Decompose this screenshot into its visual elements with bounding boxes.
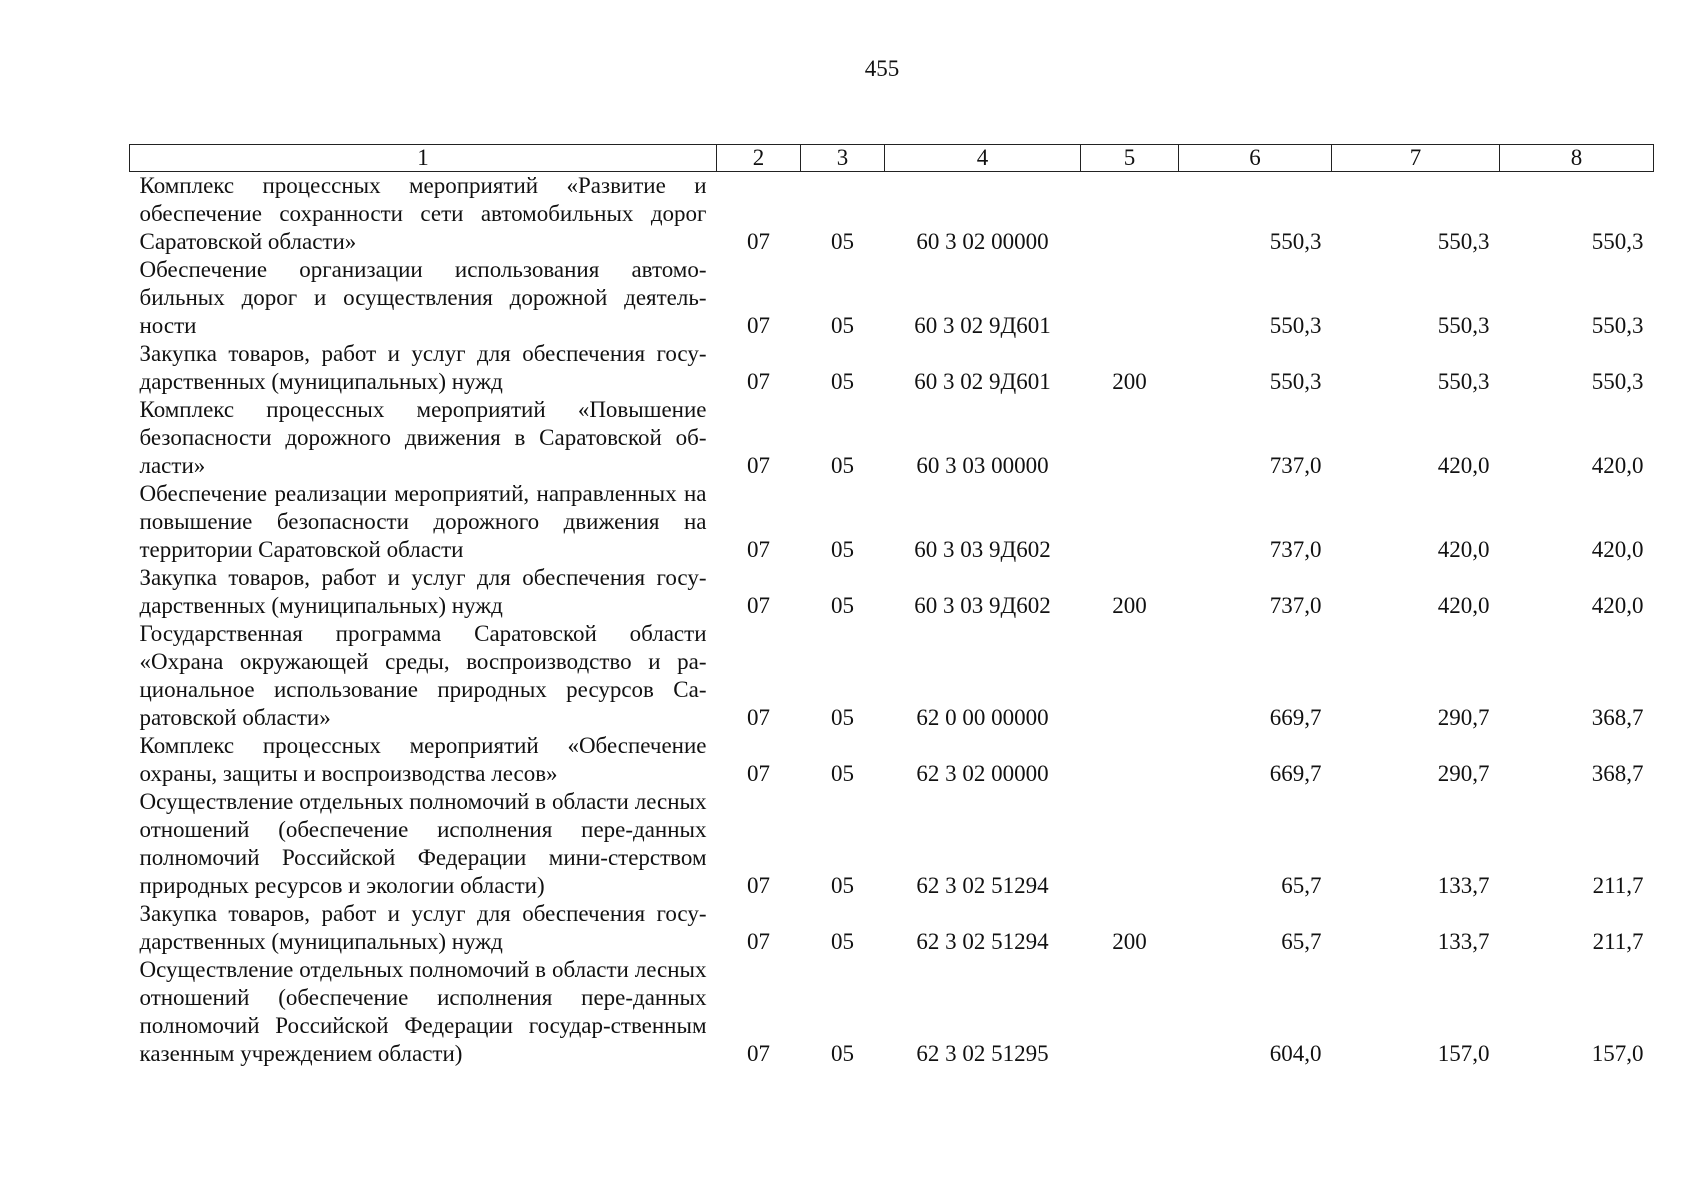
target-article-code: 62 3 02 51294 bbox=[916, 873, 1049, 898]
target-article-code: 62 0 00 00000 bbox=[916, 705, 1049, 730]
column-header-2: 2 bbox=[717, 145, 801, 172]
subsection-code: 05 bbox=[831, 593, 854, 618]
expense-type-code bbox=[1081, 480, 1179, 564]
section-code: 07 bbox=[747, 453, 770, 478]
table-row bbox=[130, 620, 1654, 732]
table-row bbox=[130, 396, 1654, 480]
amount-col-7: 133,7 bbox=[1437, 929, 1490, 954]
column-header-5: 5 bbox=[1081, 145, 1179, 172]
amount-col-6: 737,0 bbox=[1269, 593, 1322, 618]
table-row bbox=[130, 564, 1654, 620]
subsection-code: 05 bbox=[831, 929, 854, 954]
amount-col-8: 550,3 bbox=[1591, 369, 1644, 394]
amount-col-6: 65,7 bbox=[1281, 929, 1322, 954]
column-header-6: 6 bbox=[1179, 145, 1332, 172]
row-name: Комплекс процессных мероприятий «Повышение безопасности дорожного движения в Саратовской об-ласти» bbox=[139, 397, 707, 478]
row-name: Закупка товаров, работ и услуг для обеспечения госу-дарственных (муниципальных) нужд bbox=[139, 565, 707, 618]
target-article-code: 60 3 02 9Д601 bbox=[914, 313, 1051, 338]
target-article-code: 60 3 03 9Д602 bbox=[914, 593, 1051, 618]
amount-col-7: 290,7 bbox=[1437, 761, 1490, 786]
amount-col-6: 604,0 bbox=[1269, 1041, 1322, 1066]
subsection-code: 05 bbox=[831, 873, 854, 898]
amount-col-8: 550,3 bbox=[1591, 229, 1644, 254]
section-code: 07 bbox=[747, 537, 770, 562]
amount-col-7: 157,0 bbox=[1437, 1041, 1490, 1066]
target-article-code: 60 3 02 9Д601 bbox=[914, 369, 1051, 394]
table-row bbox=[130, 480, 1654, 564]
amount-col-7: 133,7 bbox=[1437, 873, 1490, 898]
amount-col-6: 669,7 bbox=[1269, 761, 1322, 786]
subsection-code: 05 bbox=[831, 229, 854, 254]
table-row bbox=[130, 172, 1654, 257]
amount-col-7: 420,0 bbox=[1437, 453, 1490, 478]
section-code: 07 bbox=[747, 593, 770, 618]
page-number: 455 bbox=[864, 56, 900, 81]
subsection-code: 05 bbox=[831, 369, 854, 394]
amount-col-8: 368,7 bbox=[1591, 705, 1644, 730]
expense-type-code bbox=[1081, 956, 1179, 1068]
amount-col-7: 550,3 bbox=[1437, 229, 1490, 254]
expense-type-code bbox=[1081, 788, 1179, 900]
amount-col-7: 420,0 bbox=[1437, 537, 1490, 562]
amount-col-6: 65,7 bbox=[1281, 873, 1322, 898]
amount-col-7: 290,7 bbox=[1437, 705, 1490, 730]
amount-col-8: 420,0 bbox=[1591, 453, 1644, 478]
row-name: Обеспечение реализации мероприятий, направленных на повышение безопасности дорожного движения на территории Саратовской области bbox=[139, 481, 707, 562]
amount-col-8: 157,0 bbox=[1591, 1041, 1644, 1066]
expense-type-code bbox=[1081, 256, 1179, 340]
amount-col-7: 550,3 bbox=[1437, 313, 1490, 338]
target-article-code: 62 3 02 00000 bbox=[916, 761, 1049, 786]
expense-type-code bbox=[1081, 172, 1179, 257]
subsection-code: 05 bbox=[831, 705, 854, 730]
row-name: Закупка товаров, работ и услуг для обеспечения госу-дарственных (муниципальных) нужд bbox=[139, 341, 707, 394]
amount-col-7: 550,3 bbox=[1437, 369, 1490, 394]
table-row bbox=[130, 956, 1654, 1068]
table-body bbox=[130, 172, 1654, 1069]
amount-col-7: 420,0 bbox=[1437, 593, 1490, 618]
expense-type-code bbox=[1081, 732, 1179, 788]
amount-col-6: 737,0 bbox=[1269, 453, 1322, 478]
section-code: 07 bbox=[747, 761, 770, 786]
expense-type-code: 200 bbox=[1112, 929, 1147, 954]
amount-col-6: 669,7 bbox=[1269, 705, 1322, 730]
table-header-row bbox=[130, 145, 1654, 172]
amount-col-6: 550,3 bbox=[1269, 313, 1322, 338]
budget-table bbox=[129, 144, 1654, 1068]
row-name: Закупка товаров, работ и услуг для обеспечения госу-дарственных (муниципальных) нужд bbox=[139, 901, 707, 954]
target-article-code: 62 3 02 51294 bbox=[916, 929, 1049, 954]
expense-type-code bbox=[1081, 396, 1179, 480]
amount-col-8: 420,0 bbox=[1591, 593, 1644, 618]
table-row bbox=[130, 732, 1654, 788]
column-header-1: 1 bbox=[130, 145, 717, 172]
table-row bbox=[130, 900, 1654, 956]
target-article-code: 60 3 03 00000 bbox=[916, 453, 1049, 478]
section-code: 07 bbox=[747, 873, 770, 898]
row-name: Осуществление отдельных полномочий в области лесных отношений (обеспечение исполнения пере-данных полномочий Российской Федерации государ-ственным казенным учреждением области) bbox=[139, 957, 707, 1066]
column-header-3: 3 bbox=[801, 145, 885, 172]
expense-type-code bbox=[1081, 620, 1179, 732]
row-name: Комплекс процессных мероприятий «Развитие и обеспечение сохранности сети автомобильных дорог Саратовской области» bbox=[139, 173, 707, 254]
row-name: Государственная программа Саратовской области «Охрана окружающей среды, воспроизводство и ра-циональное использование природных ресурсов Са-ратовской области» bbox=[139, 621, 707, 730]
table-row bbox=[130, 256, 1654, 340]
amount-col-8: 211,7 bbox=[1592, 873, 1644, 898]
amount-col-8: 368,7 bbox=[1591, 761, 1644, 786]
subsection-code: 05 bbox=[831, 537, 854, 562]
target-article-code: 60 3 02 00000 bbox=[916, 229, 1049, 254]
amount-col-8: 211,7 bbox=[1592, 929, 1644, 954]
subsection-code: 05 bbox=[831, 453, 854, 478]
subsection-code: 05 bbox=[831, 761, 854, 786]
amount-col-6: 737,0 bbox=[1269, 537, 1322, 562]
expense-type-code: 200 bbox=[1112, 369, 1147, 394]
expense-type-code: 200 bbox=[1112, 593, 1147, 618]
column-header-7: 7 bbox=[1332, 145, 1500, 172]
section-code: 07 bbox=[747, 705, 770, 730]
row-name: Осуществление отдельных полномочий в области лесных отношений (обеспечение исполнения пере-данных полномочий Российской Федерации мини-стерством природных ресурсов и экологии области) bbox=[139, 789, 707, 898]
row-name: Обеспечение организации использования автомо-бильных дорог и осуществления дорожной деятель-ности bbox=[139, 257, 707, 338]
target-article-code: 62 3 02 51295 bbox=[916, 1041, 1049, 1066]
row-name: Комплекс процессных мероприятий «Обеспечение охраны, защиты и воспроизводства лесов» bbox=[139, 733, 707, 786]
amount-col-6: 550,3 bbox=[1269, 229, 1322, 254]
amount-col-6: 550,3 bbox=[1269, 369, 1322, 394]
column-header-4: 4 bbox=[885, 145, 1081, 172]
section-code: 07 bbox=[747, 313, 770, 338]
section-code: 07 bbox=[747, 1041, 770, 1066]
section-code: 07 bbox=[747, 929, 770, 954]
table-row bbox=[130, 340, 1654, 396]
subsection-code: 05 bbox=[831, 313, 854, 338]
column-header-8: 8 bbox=[1500, 145, 1654, 172]
table-row bbox=[130, 788, 1654, 900]
subsection-code: 05 bbox=[831, 1041, 854, 1066]
section-code: 07 bbox=[747, 369, 770, 394]
target-article-code: 60 3 03 9Д602 bbox=[914, 537, 1051, 562]
amount-col-8: 420,0 bbox=[1591, 537, 1644, 562]
amount-col-8: 550,3 bbox=[1591, 313, 1644, 338]
section-code: 07 bbox=[747, 229, 770, 254]
